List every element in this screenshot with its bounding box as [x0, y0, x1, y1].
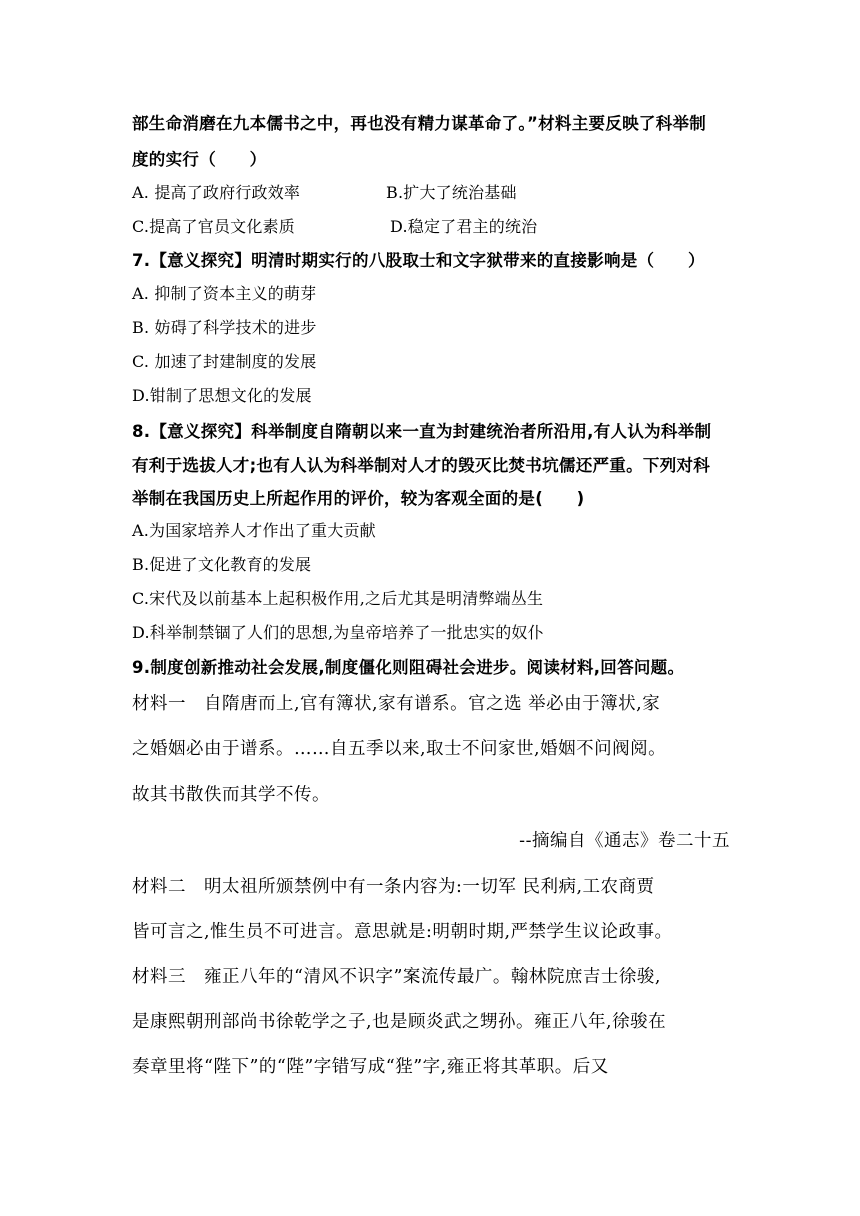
q9-material2-line1: 材料二 明太祖所颁禁例中有一条内容为:一切军 民利病,工农商贾 [132, 877, 655, 897]
q7-option-c: C. 加速了封建制度的发展 [132, 352, 317, 371]
q7-option-b: B. 妨碍了科学技术的进步 [132, 318, 317, 337]
q6-option-c: C.提高了官员文化素质 [132, 217, 295, 236]
q8-stem-line2: 有利于选拔人才;也有人认为科举制对人才的毁灭比焚书坑儒还严重。下列对科 [132, 456, 711, 475]
q6-option-b: B.扩大了统治基础 [386, 183, 517, 202]
q9-material3-line1: 材料三 雍正八年的“清风不识字”案流传最广。翰林院庶吉士徐骏, [132, 967, 661, 987]
q9-stem: 9.制度创新推动社会发展,制度僵化则阻碍社会进步。阅读材料,回答问题。 [132, 658, 685, 677]
q7-option-a: A. 抑制了资本主义的萌芽 [132, 284, 317, 303]
q8-option-a: A.为国家培养人才作出了重大贡献 [132, 521, 376, 540]
q9-material1-line2: 之婚姻必由于谱系。……自五季以来,取士不问家世,婚姻不问阀阅。 [132, 739, 667, 759]
q7-option-d: D.钳制了思想文化的发展 [132, 386, 312, 405]
q8-option-b: B.促进了文化教育的发展 [132, 555, 312, 574]
q6-options-row1 [132, 180, 517, 203]
q9-material2-line2: 皆可言之,惟生员不可进言。意思就是:明朝时期,严禁学生议论政事。 [132, 922, 673, 942]
q6-options-row2 [132, 214, 537, 237]
q9-material1-line1: 材料一 自隋唐而上,官有簿状,家有谱系。官之选 举必由于簿状,家 [132, 694, 661, 714]
q7-stem: 7.【意义探究】明清时期实行的八股取士和文字狱带来的直接影响是（ ） [132, 251, 705, 270]
q9-material1-source: --摘编自《通志》卷二十五 [519, 831, 730, 851]
q8-option-d: D.科举制禁锢了人们的思想,为皇帝培养了一批忠实的奴仆 [132, 623, 544, 642]
q8-stem-line1: 8.【意义探究】科举制度自隋朝以来一直为封建统治者所沿用,有人认为科举制 [132, 422, 712, 441]
q6-option-a: A. 提高了政府行政效率 [132, 183, 301, 202]
q9-material3-line2: 是康熙朝刑部尚书徐乾学之子,也是顾炎武之甥孙。雍正八年,徐骏在 [132, 1012, 667, 1032]
q6-stem-line2: 度的实行（ ） [132, 150, 267, 169]
q9-material1-line3: 故其书散佚而其学不传。 [132, 785, 330, 805]
q8-option-c: C.宋代及以前基本上起积极作用,之后尤其是明清弊端丛生 [132, 589, 544, 608]
q6-option-d: D.稳定了君主的统治 [390, 217, 538, 236]
q6-stem-line1: 部生命消磨在九本儒书之中，再也没有精力谋革命了。”材料主要反映了科举制 [132, 114, 707, 133]
q8-stem-line3: 举制在我国历史上所起作用的评价，较为客观全面的是( ) [132, 489, 585, 508]
q9-material3-line3: 奏章里将“陛下”的“陛”字错写成“狴”字,雍正将其革职。后又 [132, 1057, 609, 1077]
